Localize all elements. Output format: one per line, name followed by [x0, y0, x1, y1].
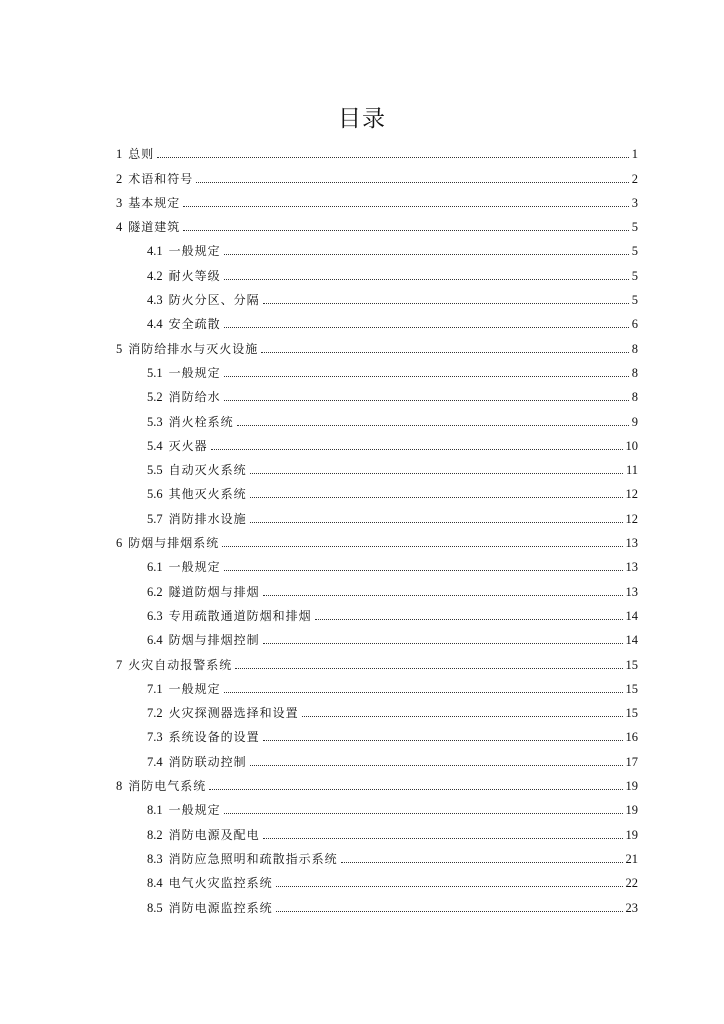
toc-page-number: 5: [631, 293, 638, 308]
toc-entry-title: 消防排水设施: [168, 511, 247, 526]
toc-dot-leader: [224, 254, 629, 255]
toc-entry-title: 消火栓系统: [168, 414, 234, 429]
toc-dot-leader: [276, 911, 623, 912]
toc-entry-number: 5.1: [147, 365, 163, 380]
toc-entry[interactable]: [116, 770, 638, 794]
toc-page-number: 19: [625, 827, 638, 842]
toc-dot-leader: [250, 473, 623, 474]
toc-entry-number: 5.2: [147, 390, 163, 405]
toc-page-number: 19: [625, 779, 638, 794]
toc-entry[interactable]: [116, 162, 638, 186]
toc-entry-number: 7: [116, 657, 123, 672]
toc-page-number: 10: [625, 438, 638, 453]
toc-entry-title: 火灾探测器选择和设置: [168, 706, 299, 721]
toc-entry-number: 3: [116, 195, 123, 210]
toc-entry[interactable]: [116, 891, 638, 915]
toc-entry[interactable]: [116, 551, 638, 575]
toc-entry[interactable]: [116, 138, 638, 162]
toc-entry-number: 6.1: [147, 560, 163, 575]
toc-dot-leader: [157, 157, 628, 158]
toc-dot-leader: [263, 303, 629, 304]
toc-entry-number: 5.6: [147, 487, 163, 502]
table-of-contents: [116, 138, 638, 916]
toc-page-number: 8: [631, 365, 638, 380]
toc-entry-title: 专用疏散通道防烟和排烟: [168, 608, 312, 623]
toc-entry[interactable]: [116, 648, 638, 672]
toc-entry-title: 一般规定: [168, 560, 221, 575]
toc-page-number: 12: [625, 511, 638, 526]
toc-page-number: 8: [631, 341, 638, 356]
toc-entry-number: 8: [116, 779, 123, 794]
toc-page-number: 14: [625, 608, 638, 623]
toc-entry-title: 基本规定: [128, 195, 181, 210]
toc-entry[interactable]: [116, 697, 638, 721]
toc-entry-title: 防烟与排烟系统: [128, 536, 220, 551]
toc-dot-leader: [261, 352, 628, 353]
toc-dot-leader: [224, 692, 623, 693]
toc-entry-number: 8.5: [147, 900, 163, 915]
toc-entry[interactable]: [116, 332, 638, 356]
toc-entry-number: 6: [116, 536, 123, 551]
toc-entry-title: 防烟与排烟控制: [168, 633, 260, 648]
toc-page-number: 11: [625, 463, 638, 478]
toc-dot-leader: [237, 425, 629, 426]
toc-entry[interactable]: [116, 794, 638, 818]
toc-dot-leader: [183, 206, 628, 207]
toc-entry-number: 8.1: [147, 803, 163, 818]
toc-entry[interactable]: [116, 624, 638, 648]
toc-entry-title: 消防电气系统: [128, 779, 207, 794]
toc-dot-leader: [263, 643, 623, 644]
toc-entry-title: 一般规定: [168, 244, 221, 259]
toc-entry[interactable]: [116, 867, 638, 891]
toc-entry[interactable]: [116, 575, 638, 599]
toc-dot-leader: [183, 230, 628, 231]
toc-entry[interactable]: [116, 430, 638, 454]
toc-entry-number: 5.3: [147, 414, 163, 429]
toc-entry[interactable]: [116, 357, 638, 381]
toc-page-number: 22: [625, 876, 638, 891]
toc-page-number: 5: [631, 220, 638, 235]
toc-dot-leader: [224, 376, 629, 377]
toc-entry[interactable]: [116, 381, 638, 405]
toc-entry-title: 安全疏散: [168, 317, 221, 332]
toc-dot-leader: [196, 182, 628, 183]
toc-entry-title: 一般规定: [168, 365, 221, 380]
page-title: 目录: [338, 106, 386, 132]
toc-dot-leader: [209, 789, 622, 790]
toc-entry-number: 8.4: [147, 876, 163, 891]
toc-entry-title: 一般规定: [168, 803, 221, 818]
toc-page-number: 9: [631, 414, 638, 429]
toc-entry-number: 6.3: [147, 608, 163, 623]
toc-dot-leader: [211, 449, 623, 450]
toc-dot-leader: [302, 716, 623, 717]
toc-entry-title: 总则: [128, 147, 155, 162]
toc-entry[interactable]: [116, 284, 638, 308]
toc-entry-number: 6.4: [147, 633, 163, 648]
toc-entry[interactable]: [116, 721, 638, 745]
toc-entry-number: 7.2: [147, 706, 163, 721]
toc-dot-leader: [235, 668, 622, 669]
toc-entry-title: 消防给水: [168, 390, 221, 405]
toc-entry-number: 1: [116, 147, 123, 162]
toc-page-number: 15: [625, 706, 638, 721]
toc-entry-number: 5.7: [147, 511, 163, 526]
toc-page-number: 13: [625, 560, 638, 575]
toc-entry[interactable]: [116, 454, 638, 478]
toc-entry-number: 4.2: [147, 268, 163, 283]
toc-entry-title: 消防电源及配电: [168, 827, 260, 842]
toc-dot-leader: [263, 595, 623, 596]
toc-page-number: 5: [631, 268, 638, 283]
toc-page-number: 13: [625, 584, 638, 599]
toc-entry[interactable]: [116, 527, 638, 551]
toc-entry-title: 系统设备的设置: [168, 730, 260, 745]
toc-dot-leader: [263, 838, 623, 839]
toc-entry-title: 防火分区、分隔: [168, 293, 260, 308]
toc-dot-leader: [224, 813, 623, 814]
toc-entry-number: 7.3: [147, 730, 163, 745]
toc-entry-number: 4.1: [147, 244, 163, 259]
toc-entry-number: 2: [116, 171, 123, 186]
toc-page-number: 8: [631, 390, 638, 405]
toc-page-number: 17: [625, 754, 638, 769]
toc-entry-title: 消防联动控制: [168, 754, 247, 769]
toc-page-number: 15: [625, 681, 638, 696]
toc-entry-title: 隧道建筑: [128, 220, 181, 235]
toc-dot-leader: [224, 570, 623, 571]
toc-entry-title: 消防电源监控系统: [168, 900, 273, 915]
toc-page-number: 12: [625, 487, 638, 502]
toc-entry-number: 8.3: [147, 851, 163, 866]
toc-entry-title: 其他灭火系统: [168, 487, 247, 502]
toc-entry-title: 火灾自动报警系统: [128, 657, 233, 672]
toc-dot-leader: [222, 546, 622, 547]
toc-dot-leader: [315, 619, 623, 620]
toc-entry[interactable]: [116, 745, 638, 769]
toc-entry-title: 耐火等级: [168, 268, 221, 283]
toc-page-number: 3: [631, 195, 638, 210]
toc-page-number: 1: [631, 147, 638, 162]
toc-dot-leader: [224, 327, 629, 328]
toc-entry[interactable]: [116, 235, 638, 259]
toc-entry-title: 电气火灾监控系统: [168, 876, 273, 891]
toc-entry[interactable]: [116, 502, 638, 526]
toc-entry[interactable]: [116, 308, 638, 332]
toc-entry-title: 自动灭火系统: [168, 463, 247, 478]
toc-entry-number: 4.4: [147, 317, 163, 332]
toc-entry-number: 7.1: [147, 681, 163, 696]
toc-entry-number: 5: [116, 341, 123, 356]
toc-page-number: 19: [625, 803, 638, 818]
toc-page-number: 23: [625, 900, 638, 915]
toc-dot-leader: [250, 522, 623, 523]
toc-entry-title: 一般规定: [168, 681, 221, 696]
toc-entry-number: 8.2: [147, 827, 163, 842]
toc-dot-leader: [263, 740, 623, 741]
toc-dot-leader: [224, 400, 629, 401]
toc-dot-leader: [250, 765, 623, 766]
toc-dot-leader: [250, 497, 623, 498]
toc-entry-number: 4: [116, 220, 123, 235]
toc-dot-leader: [341, 862, 623, 863]
toc-entry[interactable]: [116, 211, 638, 235]
toc-entry-number: 4.3: [147, 293, 163, 308]
toc-dot-leader: [276, 886, 623, 887]
toc-entry[interactable]: [116, 673, 638, 697]
toc-entry[interactable]: [116, 843, 638, 867]
toc-page-number: 2: [631, 171, 638, 186]
toc-page-number: 5: [631, 244, 638, 259]
toc-entry-number: 5.4: [147, 438, 163, 453]
toc-page-number: 21: [625, 851, 638, 866]
toc-entry-title: 术语和符号: [128, 171, 194, 186]
toc-entry-title: 消防应急照明和疏散指示系统: [168, 851, 338, 866]
toc-page-number: 13: [625, 536, 638, 551]
toc-page-number: 14: [625, 633, 638, 648]
toc-entry-number: 6.2: [147, 584, 163, 599]
toc-entry[interactable]: [116, 405, 638, 429]
toc-entry-number: 7.4: [147, 754, 163, 769]
toc-entry-title: 消防给排水与灭火设施: [128, 341, 259, 356]
toc-page-number: 15: [625, 657, 638, 672]
toc-entry[interactable]: [116, 600, 638, 624]
toc-entry-number: 5.5: [147, 463, 163, 478]
toc-entry[interactable]: [116, 478, 638, 502]
toc-entry[interactable]: [116, 187, 638, 211]
toc-entry[interactable]: [116, 259, 638, 283]
toc-page-number: 6: [631, 317, 638, 332]
toc-entry[interactable]: [116, 818, 638, 842]
toc-dot-leader: [224, 279, 629, 280]
toc-entry-title: 隧道防烟与排烟: [168, 584, 260, 599]
toc-page-number: 16: [625, 730, 638, 745]
toc-entry-title: 灭火器: [168, 438, 208, 453]
